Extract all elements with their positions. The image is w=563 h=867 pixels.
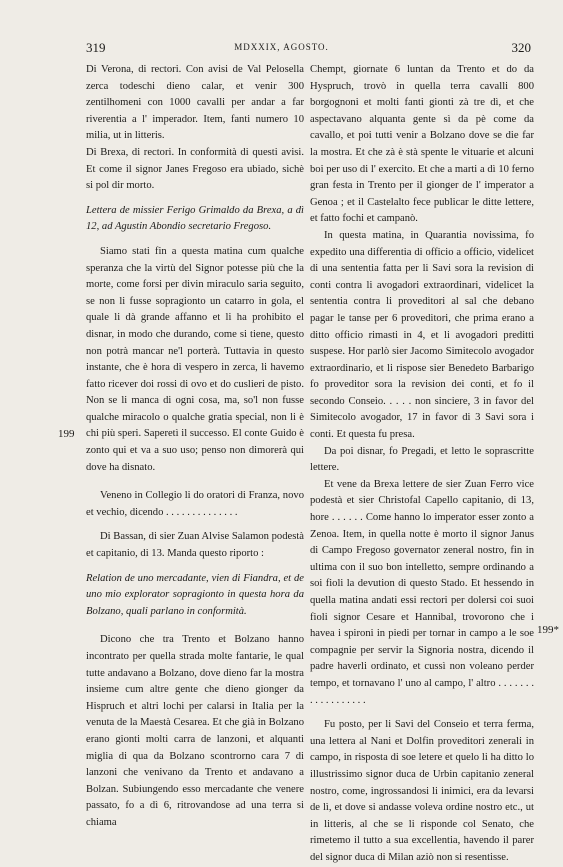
paragraph-gap xyxy=(86,620,304,632)
paragraph: Et vene da Brexa lettere de sier Zuan Ferro vice podestà et sier Christofal Capello capitanio, di 13, hore . . . . . . Come hanno lo imperator esser zonto a Zenoa. Item, in quella notte è morto il signor Janus di Campo Fregoso governator zeneral nostro, fin in ultima con il suo bon intelletto, sempre ordinando a soi fioli la devution di questo Stado. Et hessendo in quella matina andati essi rectori per dolersi coi suoi fioli signor Cesare et Hannibal, trovorono che i havea i spironi in piedi per tornar in campo a le soe compagnie per servir la Signoria nostra, dicendo il padre haverli ordinato, et cussì non voleano perder tempo, et tornavano l' uno al campo, l' altro . . . . . . . . . . . . . . . . . . xyxy=(310,478,534,706)
paragraph: Siamo stati fin a questa matina cum qualche speranza che la virtù del Signor potesse più che la morte, come forsi per divin miraculo saria seguito, se non li fusse sopragionto un catarro in gola, el quale li dà grande affanno et li ha prohibito el disnar, in modo che durando, come si tiene, questo non potrà mancar ne'l porterà. Tuttavia in questo instante, che è hora di vespero in zerca, li havemo fatto ricever doi rossi di ovo et do cuslieri de pisto. Non se li manca di ogni cosa, ma, so'l non fusse qualche miracolo o qualche gratia special, non li è chi più speri. Saperetì il successo. El conte Guido è zonto qui et va a suo uso; penso non dimorerà qui dove ha disnato. xyxy=(86,245,304,473)
running-header xyxy=(0,0,563,55)
paragraph: Di Bassan, di sier Zuan Alvise Salamon podestà et capitanio, di 13. Manda questo riporto : xyxy=(86,531,304,560)
paragraph-gap xyxy=(86,195,304,203)
right-column xyxy=(310,62,534,867)
running-title: MDXXIX, AGOSTO. xyxy=(234,42,329,52)
paragraph: Relation de uno mercadante, vien di Fiandra, et de uno mio explorator sopragionto in questa hora da Bolzano, quali parlano in conformità. xyxy=(86,572,304,617)
paragraph: Chempt, giornate 6 luntan da Trento et do da Hyspruch, trovò in quella terra cavalli 800 borgognoni et molti fanti gionti zà tre dì, et che aspectavano alquanta gente sì da pè come da cavallo, et poi tutti venir a Bolzano dove se die far la mostra. Et che zà è stà spente le vituarie et alcuni boi per uso di l' exercito. Et che a marti a dì 10 ferno gran festa in Trento per il gionger de l' imperator a Genoa ; et il Castelalto fece publicar le ditte lettere, et fatto fochi et campanò. xyxy=(310,64,534,225)
page-number-left: 319 xyxy=(86,40,106,55)
paragraph-gap xyxy=(310,709,534,717)
paragraph-gap xyxy=(86,476,304,488)
paragraph-gap xyxy=(86,236,304,244)
paragraph-gap xyxy=(86,563,304,571)
paragraph: Dicono che tra Trento et Bolzano hanno incontrato per quella strada molte fantarie, le qual tutte andavano a Bolzano, dove dieno far la mostra insieme cum altre gente che dieno gionger da Hispruch et altri lochi per calarsi in Italia per la venuta de la Maestà Cesarea. Et che già in Bolzano erano gionti molti carra de lanzoni, et alquanti miglia di qua da Bolzano scontrorno cara 7 di lanzoni che venivano da Trento et andavano a Bolzan. Subiungendo esso mercadante che venere passato, fo a dì 6, ritrovandose ad una terra si chiama xyxy=(86,634,304,828)
page-number-right: 320 xyxy=(511,40,531,55)
margin-note-left: 199 xyxy=(58,428,75,440)
paragraph: Da poi disnar, fo Pregadi, et letto le soprascritte lettere. xyxy=(310,445,534,474)
left-column xyxy=(86,62,304,832)
paragraph: Di Verona, di rectori. Con avisi de Val Pelosella zerca todeschi dieno calar, et venir 300 zentilhomeni con 1000 cavalli per andar a far riverentia a l' imperador. Item, fanti numero 10 milia, ut in litteris. xyxy=(86,64,304,142)
paragraph: Fu posto, per li Savi del Conseio et terra ferma, una lettera al Nani et Dolfin proveditori zenerali in campo, in risposta di soe letere et quelo li ha ditto lo illustrissimo signor duca de Urbin capitanio zeneral nostro, come, ingrossandosi li inimici, era da levarsi de lì, et dove si andasse voleva ordine nostro etc., ut in litteris, al che se li risponde col Senato, che rimetemo il tutto a sua excellentia, havendo il parer del signor duca di Milan aziò non si resentisse. xyxy=(310,719,534,863)
paragraph: Lettera de missier Ferigo Grimaldo da Brexa, a dì 12, ad Agustin Abondio secretario Fregoso. xyxy=(86,204,304,233)
paragraph: Di Brexa, di rectori. In conformità di questi avisi. Et come il signor Janes Fregoso era ubiado, sichè si pol dir morto. xyxy=(86,146,304,192)
margin-note-right: 199* xyxy=(537,624,559,636)
paragraph: Veneno in Collegio li do oratori di Franza, novo et vechio, dicendo . . . . . . . . . . . . . . xyxy=(86,490,304,518)
paragraph: In questa matina, in Quarantia novissima, fo expedito una differentia di officio a officio, videlicet di una sententia fatta per li Savi sora la revision di conti contra li avogadori extraordinari, videlicet la sententia contra li proveditori al sal che debano pagar le tanse per 6 proveditori, che prima erano a ditto officio rimasti in 4, et li avogadori preditti suspese. Hor parlò sier Jacomo Simitecolo avogador extraordinario, et li rispose sier Benedeto Barbarigo fo proveditor sora la revision dei conti, et fo il secondo Conseio. . . . . non sinciere, 3 in favor del Simitecolo avogador, 17 in favor di 3 Savi sora i conti. Et questa fu presa. xyxy=(310,229,534,441)
paragraph-gap xyxy=(86,521,304,529)
